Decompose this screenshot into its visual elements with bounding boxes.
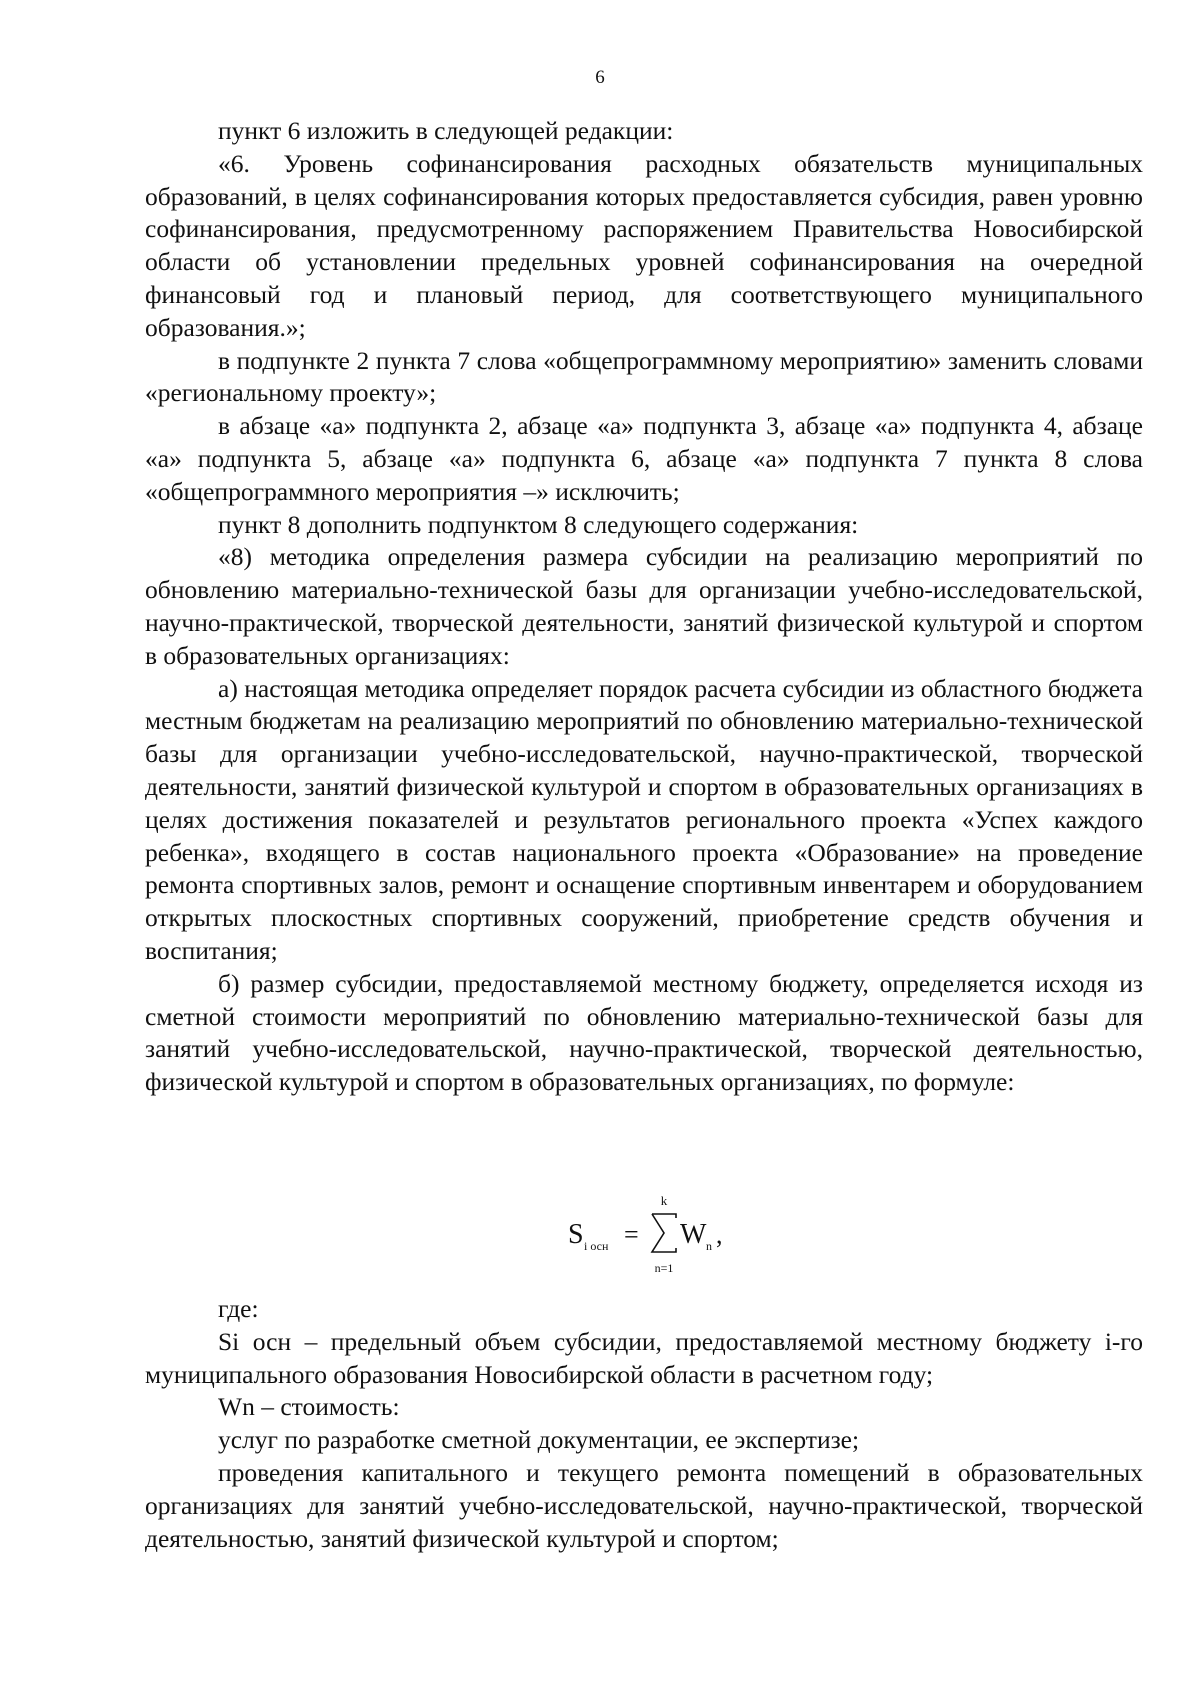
definitions-text — [145, 1293, 1143, 1555]
formula-term-symbol: W — [680, 1219, 707, 1250]
formula-sum-upper: k — [660, 1193, 668, 1208]
formula-svg — [560, 1188, 740, 1278]
paragraph: б) размер субсидии, предоставляемой местному бюджету, определяется исходя из сметной стоимости мероприятий по обновлению материально-технической базы для занятий учебно-исследовательской, научно-практической, творческой деятельностью, физической культурой и спортом в образовательных организациях, по формуле: — [145, 968, 1143, 1097]
paragraph: где: — [218, 1294, 259, 1323]
formula-term-subscript: n — [706, 1239, 712, 1253]
paragraph: в подпункте 2 пункта 7 слова «общепрограммному мероприятию» заменить словами «региональному проекту»; — [145, 345, 1143, 408]
formula-lhs-subscript: i осн — [584, 1239, 609, 1253]
page-number: 6 — [595, 67, 605, 88]
formula-trailing: , — [716, 1220, 723, 1249]
paragraph: пункт 6 изложить в следующей редакции: — [218, 116, 674, 145]
paragraph: а) настоящая методика определяет порядок расчета субсидии из областного бюджета местным бюджетам на реализацию мероприятий по обновлению материально-технической базы для организации учебно-исследовательской, научно-практической, творческой деятельности, занятий физической культурой и спортом в образовательных организациях в целях достижения показателей и результатов регионального проекта «Успех каждого ребенка», входящего в состав национального проекта «Образование» на проведение ремонта спортивных залов, ремонт и оснащение спортивным инвентарем и оборудованием открытых плоскостных спортивных сооружений, приобретение средств обучения и воспитания; — [145, 673, 1143, 965]
formula — [0, 1188, 1200, 1278]
formula-equals: = — [624, 1220, 639, 1249]
paragraph: пункт 8 дополнить подпунктом 8 следующего содержания: — [218, 509, 859, 539]
paragraph: Si осн – предельный объем субсидии, предоставляемой местному бюджету i-го муниципального образования Новосибирской области в расчетном году; — [145, 1326, 1143, 1389]
formula-sum-lower: n=1 — [654, 1261, 674, 1275]
sigma-icon — [652, 1214, 676, 1252]
paragraph: проведения капитального и текущего ремонта помещений в образовательных организациях для занятий учебно-исследовательской, научно-практической, творческой деятельностью, занятий физической культурой и спортом; — [145, 1457, 1143, 1553]
paragraph: услуг по разработке сметной документации, ее экспертизе; — [218, 1425, 860, 1455]
paragraph: «8) методика определения размера субсидии на реализацию мероприятий по обновлению материально-технической базы для организации учебно-исследовательской, научно-практической, творческой деятельности, занятий физической культурой и спортом в образовательных организациях: — [145, 542, 1143, 670]
paragraph: Wn – стоимость: — [218, 1392, 400, 1422]
body-text — [145, 115, 1143, 1099]
paragraph: в абзаце «а» подпункта 2, абзаце «а» подпункта 3, абзаце «а» подпункта 4, абзаце «а» подпункта 5, абзаце «а» подпункта 6, абзаце «а» подпункта 7 пункта 8 слова «общепрограммного мероприятия –» исключить; — [145, 411, 1143, 506]
paragraph: «6. Уровень софинансирования расходных обязательств муниципальных образований, в целях софинансирования которых предоставляется субсидия, равен уровню софинансирования, предусмотренному распоряжением Правительства Новосибирской области об установлении предельных уровней софинансирования на очередной финансовый год и плановый период, для соответствующего муниципального образования.»; — [145, 148, 1143, 342]
formula-lhs-symbol: S — [568, 1219, 584, 1250]
